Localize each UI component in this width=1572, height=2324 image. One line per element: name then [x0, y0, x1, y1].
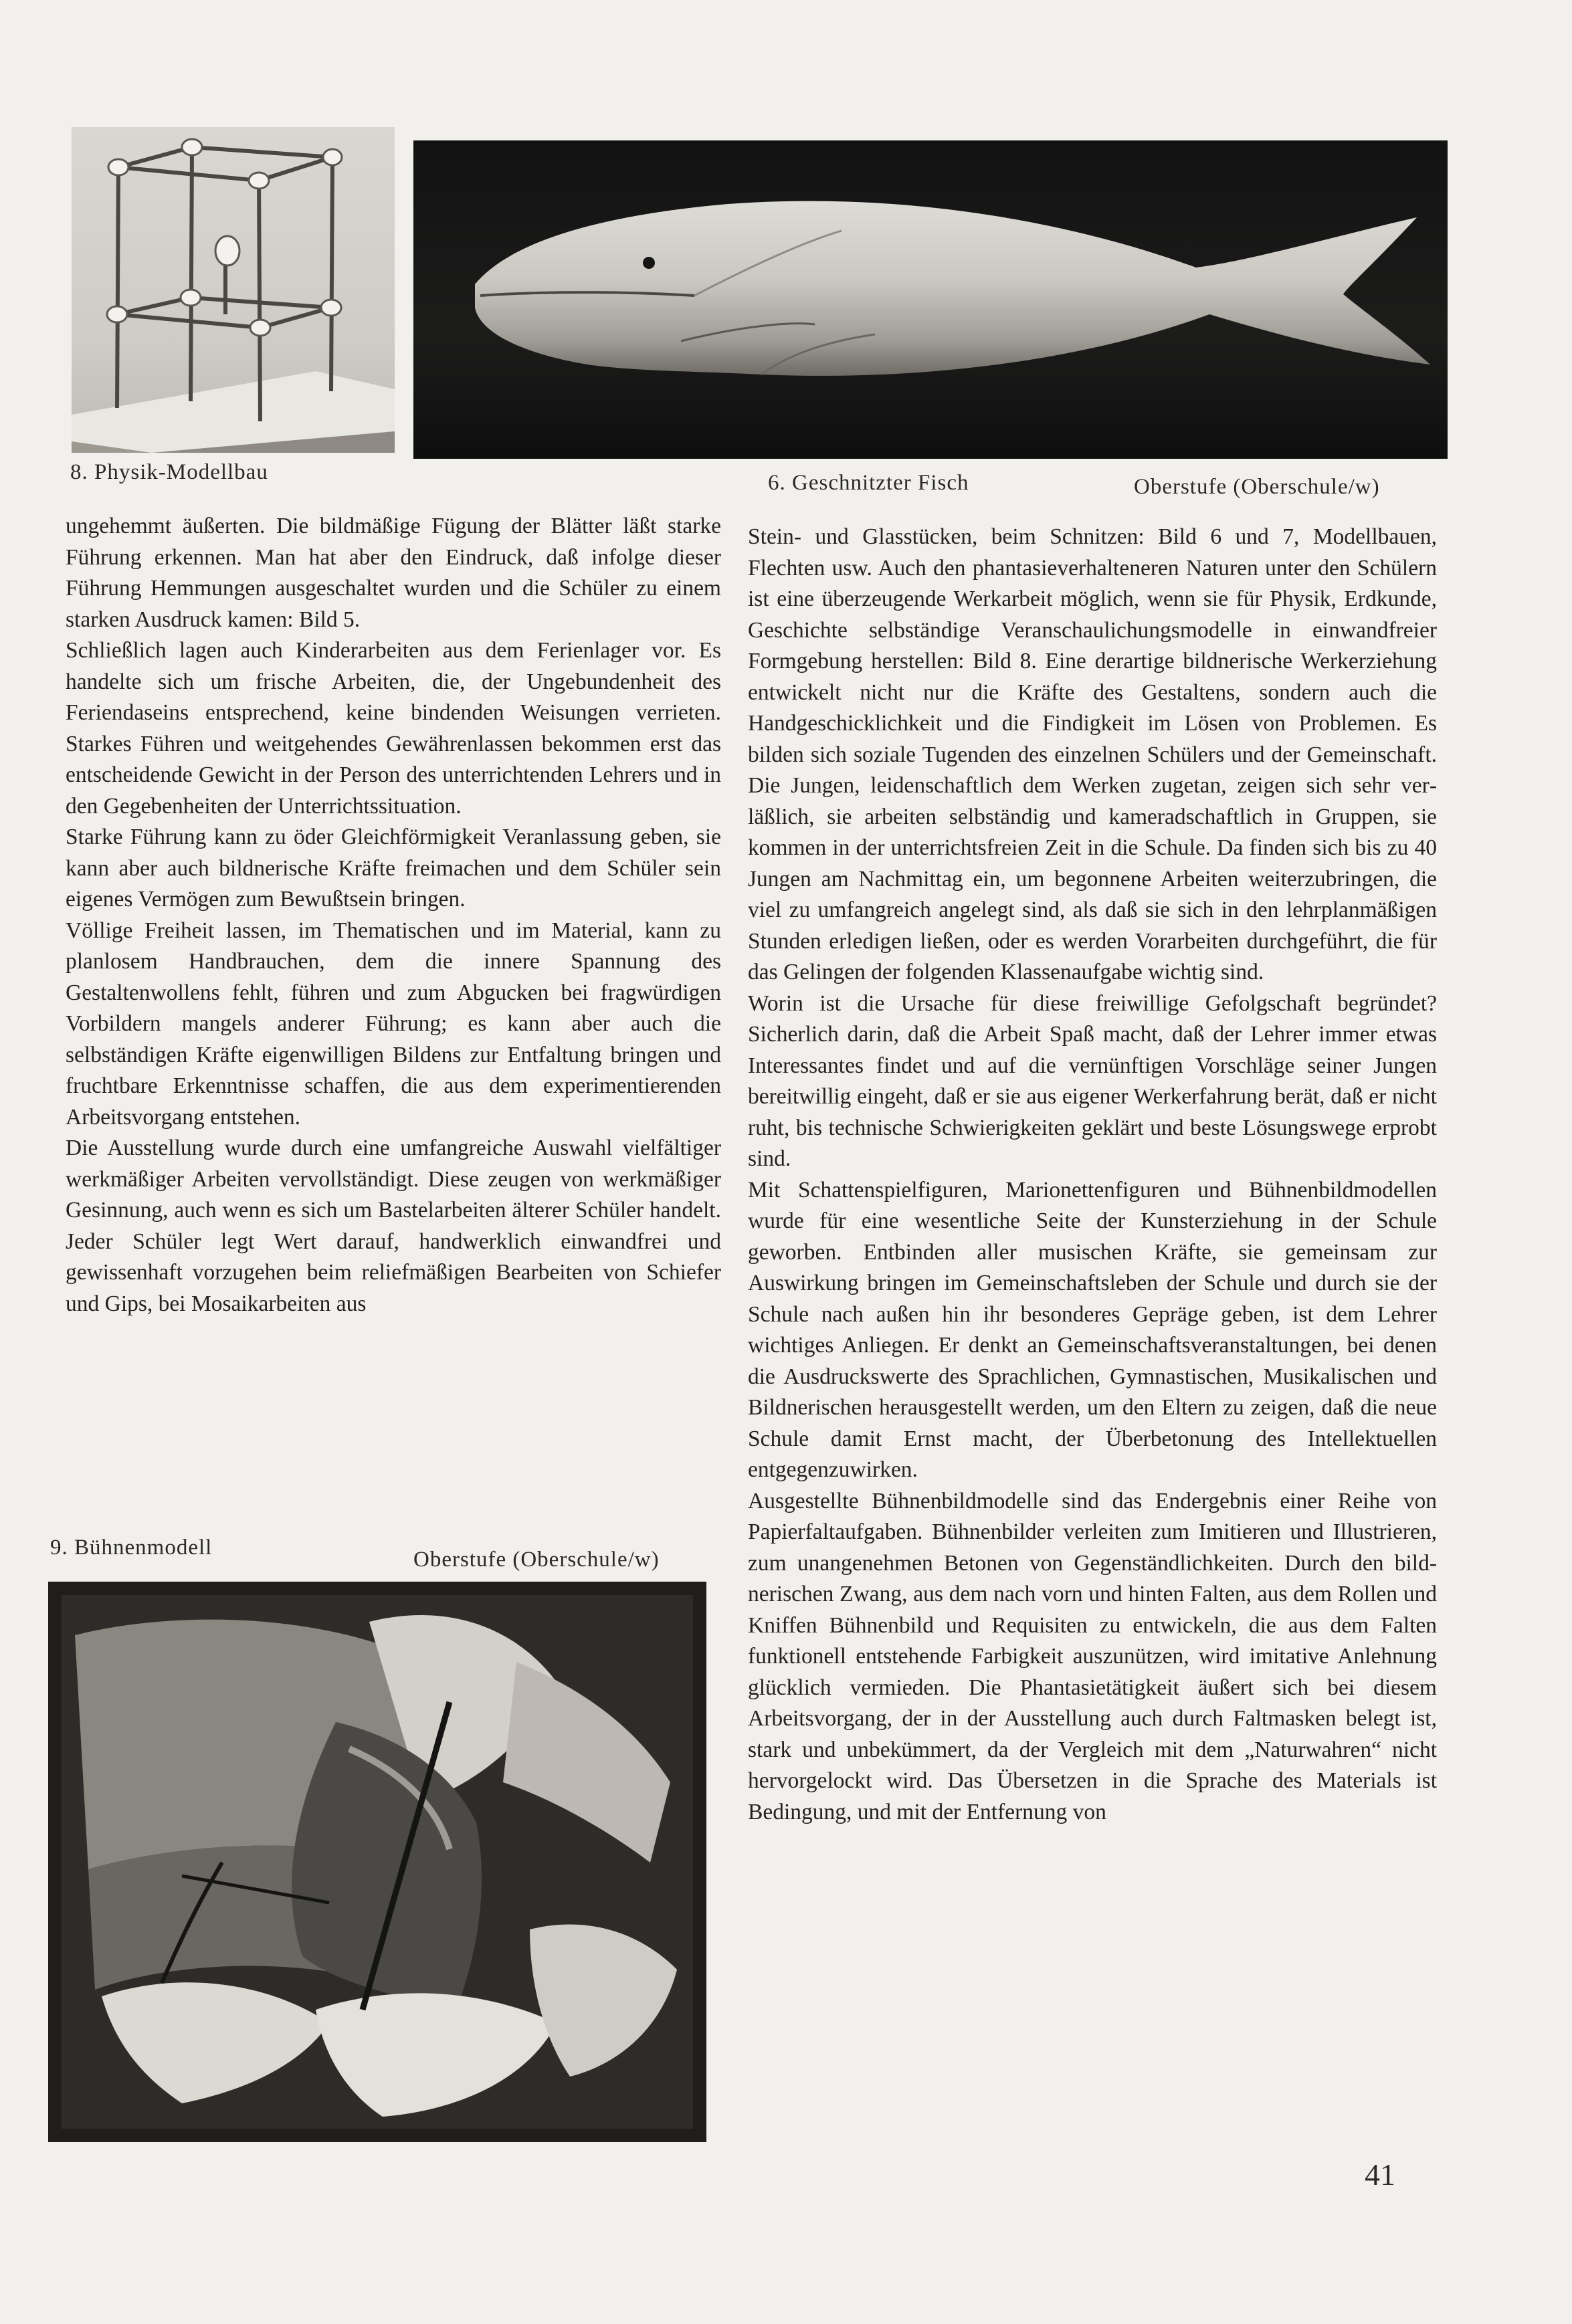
page-number: 41 — [1365, 2157, 1395, 2192]
left-paragraph-3: Starke Führung kann zu öder Gleichförmigkeit Veranlassung geben, sie kann aber auch bildnerische Kräfte freimachen und dem Schüler sein eigenes Vermögen zum Bewußtsein bringen. — [66, 825, 721, 912]
right-paragraph-2: Worin ist die Ursache für diese freiwillige Gefolgschaft begründet? Sicherlich darin, daß die Arbeit Spaß macht, daß der Lehrer immer etwas Interessantes findet und auf die vernünftigen Vorschläge seiner Jungen bereitwillig eingeht, daß er sie aus eigener Werkerfahrung berät, daß er nicht ruht, bis technische Schwierigkeiten geklärt und beste Lösungswege erprobt sind. — [748, 990, 1437, 1171]
figure-9-caption: 9. Bühnenmodell — [50, 1536, 213, 1560]
left-paragraph-2: Schließlich lagen auch Kinderarbeiten aus dem Ferienlager vor. Es handelte sich um frische Arbeiten, die, der Ungebundenheit des Feriendaseins entsprechend, keine bindenden Weisungen verrieten. Starkes Führen und weitgehendes Gewährenlassen bekommen erst das entscheidende Gewicht in der Person des unterrichtenden Lehrers und in den Gegebenheiten der Unterrichtssituation. — [66, 638, 721, 819]
right-text-column — [748, 522, 1437, 1828]
figure-9-stage-model — [48, 1582, 706, 2142]
physics-cube-model-photo-icon — [72, 127, 395, 453]
left-paragraph-1: ungehemmt äußerten. Die bildmäßige Fügung der Blätter läßt starke Führung erkennen. Man hat aber den Eindruck, daß infolge dieser Führung Hemmungen ausgeschaltet wurden und die Schüler zu einem starken Ausdruck kamen: Bild 5. — [66, 514, 721, 632]
right-paragraph-4: Ausgestellte Bühnenbildmodelle sind das Endergebnis einer Reihe von Papierfaltaufgaben. Bühnenbilder verleiten zum Imitieren und Illustrieren, zum unangenehmen Betonen von Gegenständlichkeiten. Durch den bildnerischen Zwang, aus dem nach vorn und hinten Falten, aus dem Rollen und Kniffen Bühnenbild und Requisiten zu entwickeln, die aus dem Falten funktionell entstehende Farbigkeit auszunützen, wird imitative Anlehnung glücklich vermieden. Die Phantasietätigkeit äußert sich bei diesem Arbeitsvorgang, der in der Ausstellung auch durch Faltmasken belegt ist, stark und unbekümmert, da der Vergleich mit dem „Naturwahren“ nicht hervorgelockt wird. Das Übersetzen in die Sprache des Materials ist Bedingung, und mit der Entfernung von — [748, 1488, 1437, 1824]
right-paragraph-3: Mit Schattenspielfiguren, Marionettenfiguren und Bühnenbildmodellen wurde für eine wesentliche Seite der Kunsterziehung in der Schule geworben. Entbinden aller musischen Kräfte, sie gemeinsam zur Auswirkung bringen im Gemeinschaftsleben der Schule und durch sie der Schule nach außen hin ihr besonderes Gepräge geben, ist dem Lehrer wichtiges Anliegen. Er denkt an Gemeinschaftsveranstaltungen, bei denen die Ausdruckswerte des Sprachlichen, Gymnastischen, Musikalischen und Bildnerischen herausgestellt werden, um den Eltern zu zeigen, daß die neue Schule damit Ernst macht, der Überbetonung des Intellektuellen entgegenzuwirken. — [748, 1177, 1437, 1482]
left-text-column — [66, 511, 721, 1319]
figure-6-credit: Oberstufe (Oberschule/w) — [1134, 475, 1380, 499]
carved-fish-photo-icon — [413, 140, 1448, 459]
figure-8-caption: 8. Physik-Modellbau — [70, 460, 268, 484]
figure-6-caption: 6. Geschnitzter Fisch — [768, 471, 969, 495]
left-paragraph-5: Die Ausstellung wurde durch eine umfangreiche Auswahl vielfältiger werkmäßiger Arbeiten vervollständigt. Diese zeugen von werkmäßiger Gesinnung, auch wenn es sich um Bastelarbeiten älterer Schüler handelt. Jeder Schüler legt Wert darauf, handwerklich einwandfrei und gewissenhaft vorzugehen beim reliefmäßigen Bearbeiten von Schiefer und Gips, bei Mosaikarbeiten aus — [66, 1136, 721, 1316]
right-paragraph-1: Stein- und Glasstücken, beim Schnitzen: Bild 6 und 7, Modellbauen, Flechten usw. Auch den phantasieverhalteneren Naturen unter den Schülern ist eine überzeugende Werkarbeit möglich, wenn sie für Physik, Erdkunde, Geschichte selbständige Veranschaulichungsmodelle in einwandfreier Formgebung herstellen: Bild 8. Eine derartige bildnerische Werkerziehung entwickelt nicht nur die Kräfte des Gestaltens, sondern auch die Handgeschicklichkeit und die Findigkeit im Lösen von Problemen. Es bilden sich soziale Tugenden des einzelnen Schülers und der Gemeinschaft. Die Jungen, leidenschaftlich dem Werken zugetan, zeigen sich sehr verläßlich, sie arbeiten selbständig und kameradschaftlich in Gruppen, sie kommen in der unterrichtsfreien Zeit in die Schule. Da finden sich bis zu 40 Jungen am Nachmittag ein, um begonnene Arbeiten weiterzubringen, die viel zu umfangreich angelegt sind, als daß sie sich in den lehrplanmäßigen Stunden erledigen ließen, oder es werden Vorarbeiten durchgeführt, die für das Gelingen der folgenden Klassenaufgabe wichtig sind. — [748, 524, 1437, 984]
figure-8-physics-model — [72, 127, 395, 453]
figure-9-credit: Oberstufe (Oberschule/w) — [413, 1548, 660, 1572]
figure-6-carved-fish — [413, 140, 1448, 459]
stage-model-photo-icon — [48, 1582, 706, 2142]
left-paragraph-4: Völlige Freiheit lassen, im Thematischen und im Material, kann zu planlosem Handbrauchen, dem die innere Spannung des Gestaltenwollens fehlt, führen und zum Abgucken bei fragwürdigen Vorbildern mangels anderer Führung; es kann aber auch die selbständigen Kräfte eigenwilligen Bildens zur Entfaltung bringen und fruchtbare Erkenntnisse schaffen, die aus dem experimentierenden Arbeitsvorgang entstehen. — [66, 918, 721, 1130]
